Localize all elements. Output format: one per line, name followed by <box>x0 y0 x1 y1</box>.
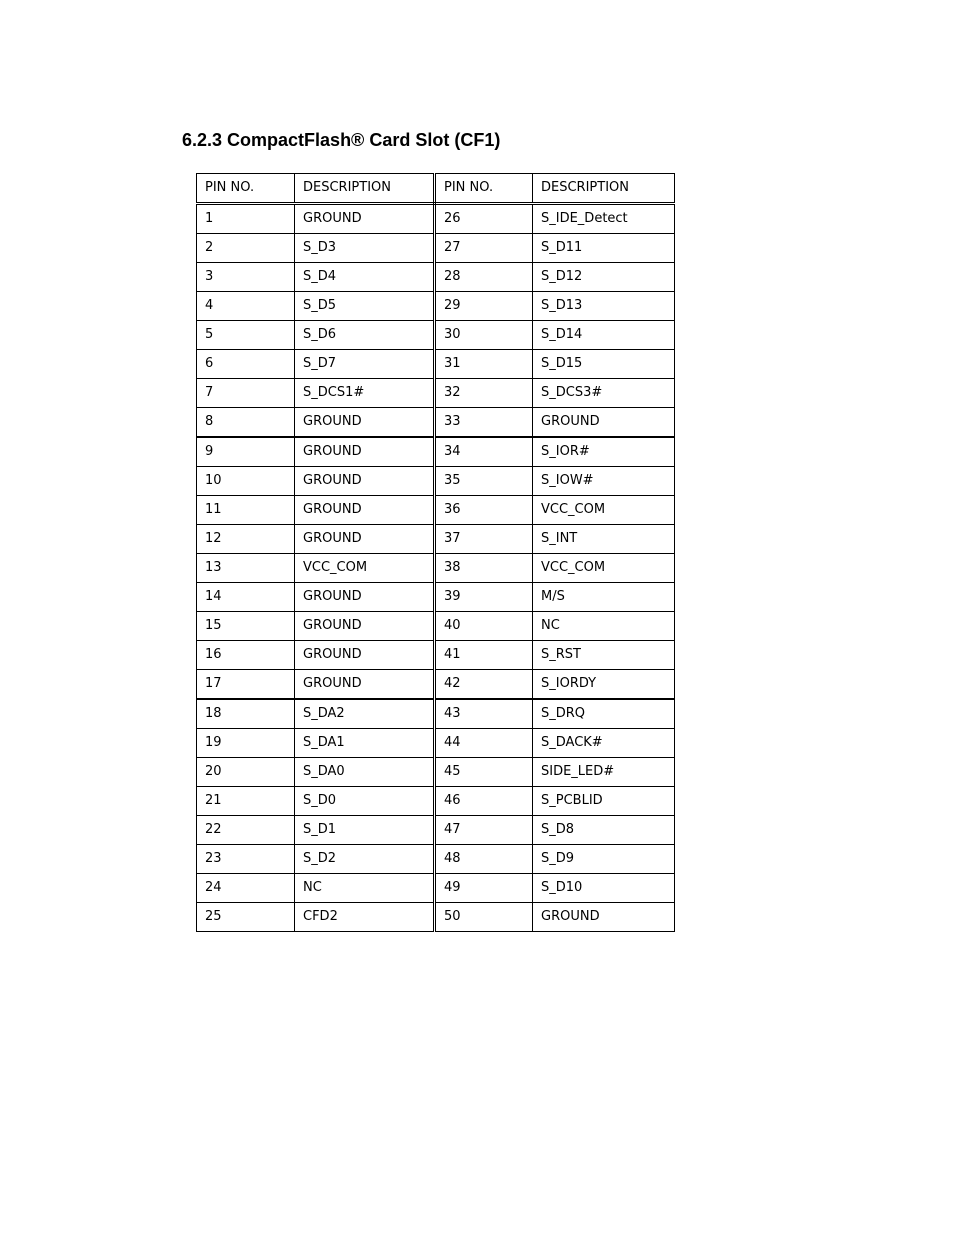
pin-description-cell: S_INT <box>533 525 675 554</box>
pin-number-cell: 26 <box>435 204 533 234</box>
pin-number-cell: 8 <box>197 408 295 438</box>
table-row <box>197 787 675 816</box>
pin-number-cell: 16 <box>197 641 295 670</box>
table-row <box>197 816 675 845</box>
pin-description-cell: GROUND <box>295 583 435 612</box>
pin-number-cell: 22 <box>197 816 295 845</box>
pin-description-cell: S_D12 <box>533 263 675 292</box>
pin-number-cell: 34 <box>435 437 533 467</box>
pin-description-cell: S_D3 <box>295 234 435 263</box>
pin-number-cell: 43 <box>435 699 533 729</box>
pin-description-cell: S_RST <box>533 641 675 670</box>
pin-number-cell: 41 <box>435 641 533 670</box>
pin-description-cell: S_D5 <box>295 292 435 321</box>
pin-description-cell: S_IORDY <box>533 670 675 700</box>
pin-description-cell: S_D1 <box>295 816 435 845</box>
pin-number-cell: 3 <box>197 263 295 292</box>
pin-number-cell: 18 <box>197 699 295 729</box>
pin-description-cell: NC <box>533 612 675 641</box>
pin-description-cell: GROUND <box>295 612 435 641</box>
pin-description-cell: S_D15 <box>533 350 675 379</box>
table-row <box>197 496 675 525</box>
pin-description-cell: GROUND <box>533 903 675 932</box>
pin-number-cell: 11 <box>197 496 295 525</box>
pin-description-cell: CFD2 <box>295 903 435 932</box>
table-row <box>197 467 675 496</box>
table-row <box>197 874 675 903</box>
pin-number-cell: 33 <box>435 408 533 438</box>
pin-number-cell: 9 <box>197 437 295 467</box>
pin-description-cell: GROUND <box>533 408 675 438</box>
table-row <box>197 408 675 438</box>
header-description-left: DESCRIPTION <box>295 174 435 204</box>
pin-number-cell: 47 <box>435 816 533 845</box>
pin-number-cell: 13 <box>197 554 295 583</box>
pin-number-cell: 12 <box>197 525 295 554</box>
table-row <box>197 204 675 234</box>
pin-number-cell: 36 <box>435 496 533 525</box>
pin-number-cell: 5 <box>197 321 295 350</box>
header-pin-no-right: PIN NO. <box>435 174 533 204</box>
table-row <box>197 525 675 554</box>
pin-description-cell: GROUND <box>295 670 435 700</box>
pin-number-cell: 20 <box>197 758 295 787</box>
pin-description-cell: GROUND <box>295 204 435 234</box>
pin-number-cell: 24 <box>197 874 295 903</box>
table-row <box>197 758 675 787</box>
section-title: 6.2.3 CompactFlash® Card Slot (CF1) <box>182 130 501 150</box>
pin-number-cell: 1 <box>197 204 295 234</box>
pin-description-cell: S_IOW# <box>533 467 675 496</box>
pin-description-cell: S_D6 <box>295 321 435 350</box>
pin-number-cell: 35 <box>435 467 533 496</box>
pin-description-cell: VCC_COM <box>533 554 675 583</box>
table-row <box>197 583 675 612</box>
pin-number-cell: 30 <box>435 321 533 350</box>
pin-description-cell: M/S <box>533 583 675 612</box>
pin-description-cell: S_D11 <box>533 234 675 263</box>
pin-number-cell: 29 <box>435 292 533 321</box>
table-row <box>197 903 675 932</box>
pin-number-cell: 2 <box>197 234 295 263</box>
pin-description-cell: GROUND <box>295 641 435 670</box>
pin-description-cell: SIDE_LED# <box>533 758 675 787</box>
pin-number-cell: 4 <box>197 292 295 321</box>
table-row <box>197 263 675 292</box>
pin-description-cell: S_DA0 <box>295 758 435 787</box>
cf1-pinout-table <box>196 173 675 932</box>
pin-number-cell: 6 <box>197 350 295 379</box>
table-row <box>197 350 675 379</box>
pin-description-cell: S_D14 <box>533 321 675 350</box>
pin-number-cell: 44 <box>435 729 533 758</box>
table-row <box>197 729 675 758</box>
pin-description-cell: S_D7 <box>295 350 435 379</box>
pin-number-cell: 46 <box>435 787 533 816</box>
pin-description-cell: GROUND <box>295 467 435 496</box>
table-row <box>197 437 675 467</box>
pin-description-cell: S_D2 <box>295 845 435 874</box>
table-row <box>197 379 675 408</box>
table-header-row <box>197 174 675 204</box>
pin-number-cell: 31 <box>435 350 533 379</box>
header-pin-no-left: PIN NO. <box>197 174 295 204</box>
pin-description-cell: S_D8 <box>533 816 675 845</box>
pin-number-cell: 10 <box>197 467 295 496</box>
pin-description-cell: S_DACK# <box>533 729 675 758</box>
table-row <box>197 641 675 670</box>
pin-number-cell: 38 <box>435 554 533 583</box>
table-row <box>197 845 675 874</box>
pin-description-cell: S_DA1 <box>295 729 435 758</box>
table-row <box>197 234 675 263</box>
pin-number-cell: 42 <box>435 670 533 700</box>
pin-number-cell: 23 <box>197 845 295 874</box>
pin-number-cell: 27 <box>435 234 533 263</box>
pin-description-cell: S_DRQ <box>533 699 675 729</box>
table-row <box>197 292 675 321</box>
pin-number-cell: 39 <box>435 583 533 612</box>
table-row <box>197 321 675 350</box>
pin-number-cell: 48 <box>435 845 533 874</box>
pin-description-cell: GROUND <box>295 408 435 438</box>
pin-number-cell: 28 <box>435 263 533 292</box>
pin-number-cell: 17 <box>197 670 295 700</box>
pin-description-cell: S_D0 <box>295 787 435 816</box>
pin-description-cell: S_D10 <box>533 874 675 903</box>
pin-description-cell: S_DA2 <box>295 699 435 729</box>
pin-number-cell: 21 <box>197 787 295 816</box>
table-row <box>197 554 675 583</box>
table-row <box>197 612 675 641</box>
table-row <box>197 699 675 729</box>
pin-number-cell: 32 <box>435 379 533 408</box>
pin-description-cell: GROUND <box>295 525 435 554</box>
pin-description-cell: S_D4 <box>295 263 435 292</box>
table-row <box>197 670 675 700</box>
pin-description-cell: GROUND <box>295 496 435 525</box>
pin-number-cell: 19 <box>197 729 295 758</box>
pin-number-cell: 7 <box>197 379 295 408</box>
pin-description-cell: S_IDE_Detect <box>533 204 675 234</box>
pin-description-cell: VCC_COM <box>295 554 435 583</box>
pin-description-cell: S_D9 <box>533 845 675 874</box>
pin-description-cell: S_IOR# <box>533 437 675 467</box>
pin-description-cell: NC <box>295 874 435 903</box>
pin-number-cell: 50 <box>435 903 533 932</box>
pin-number-cell: 15 <box>197 612 295 641</box>
pin-number-cell: 14 <box>197 583 295 612</box>
header-description-right: DESCRIPTION <box>533 174 675 204</box>
table-body <box>197 204 675 932</box>
pin-description-cell: S_PCBLID <box>533 787 675 816</box>
pin-description-cell: S_DCS3# <box>533 379 675 408</box>
pin-number-cell: 37 <box>435 525 533 554</box>
pin-number-cell: 25 <box>197 903 295 932</box>
pin-number-cell: 45 <box>435 758 533 787</box>
pin-number-cell: 40 <box>435 612 533 641</box>
pin-description-cell: S_D13 <box>533 292 675 321</box>
pin-description-cell: S_DCS1# <box>295 379 435 408</box>
pin-description-cell: VCC_COM <box>533 496 675 525</box>
pin-description-cell: GROUND <box>295 437 435 467</box>
pin-number-cell: 49 <box>435 874 533 903</box>
